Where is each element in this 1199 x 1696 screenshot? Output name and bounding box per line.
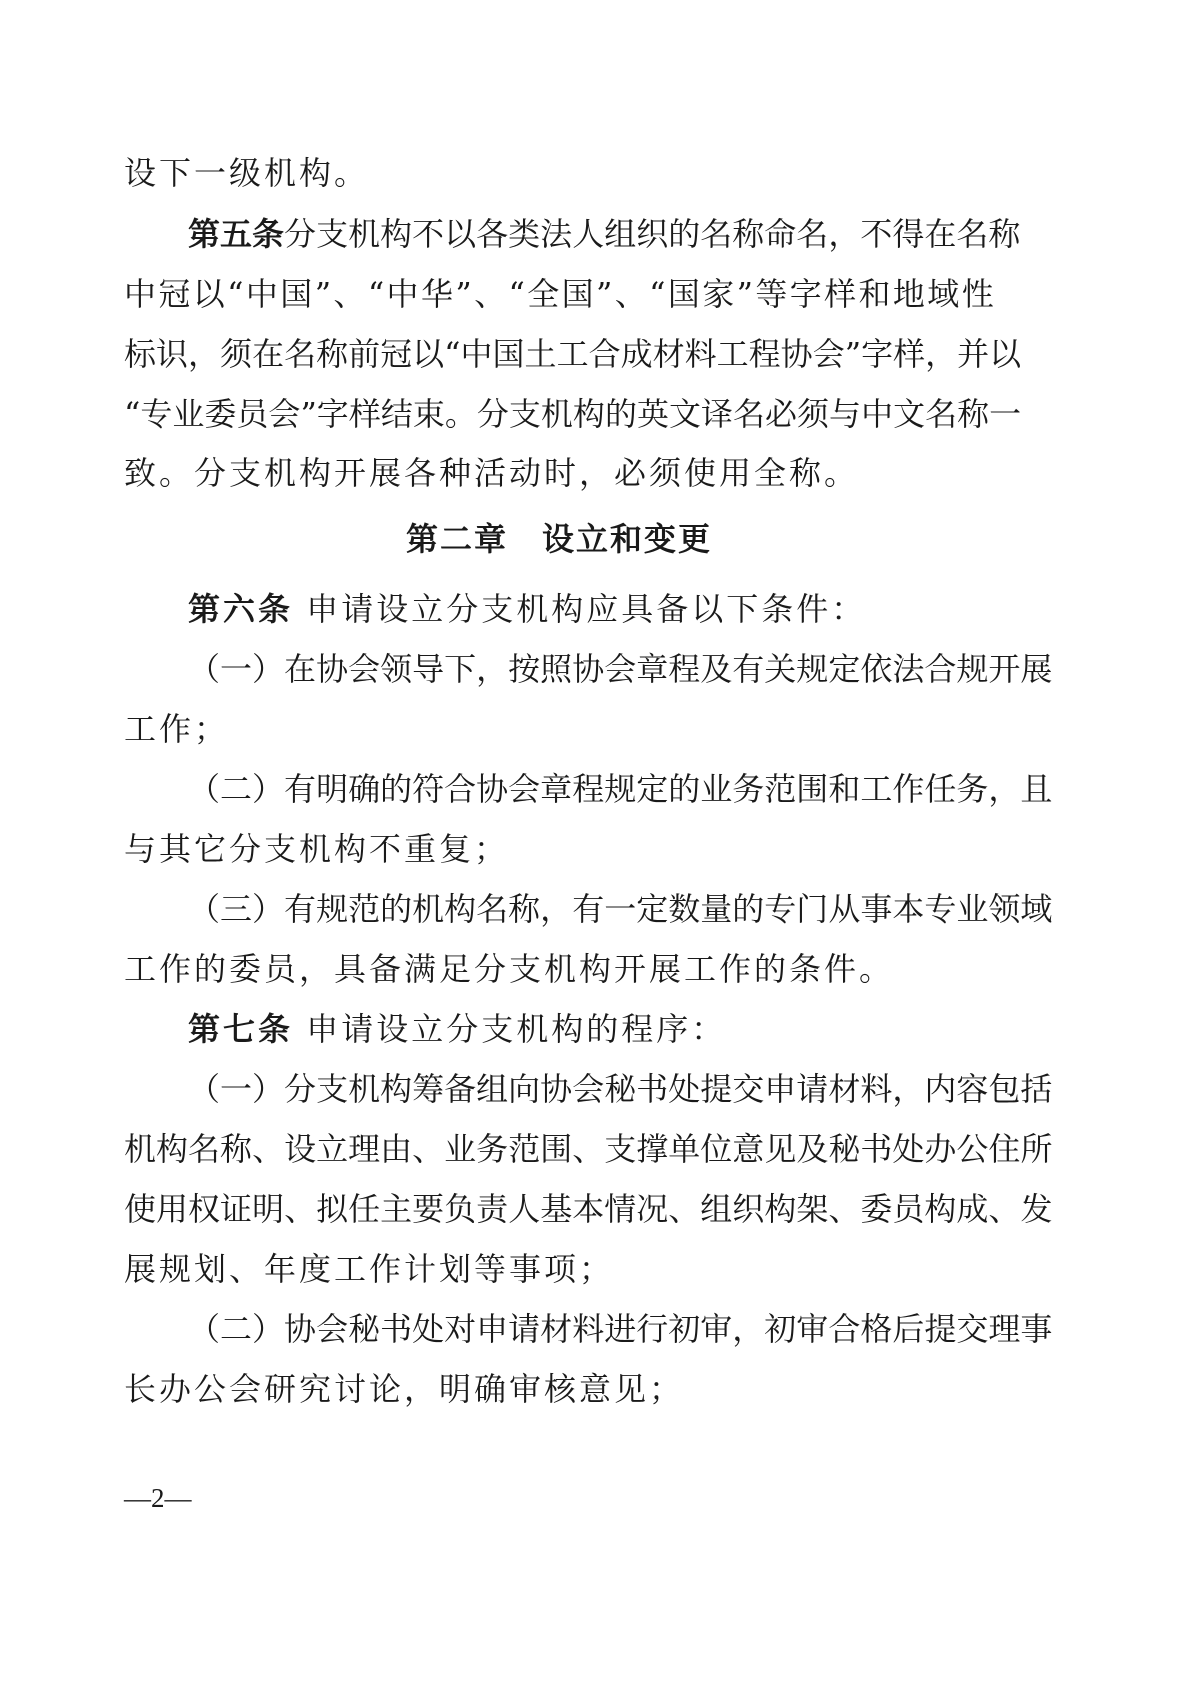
text-segment: 长办公会研究讨论，明确审核意见； <box>124 1370 685 1408</box>
text-segment: 与其它分支机构不重复； <box>124 830 510 868</box>
text-segment: 工作的委员，具备满足分支机构开展工作的条件。 <box>124 950 895 988</box>
text-line: 机 构 名 称 、 设 立 理 由 、 业 务 范 围 、 支 撑 单 位 意 见 及 秘 书 处 办 公 住 所 <box>124 1130 1053 1168</box>
text-line <box>124 1369 684 1409</box>
text-segment: 设下一级机构。 <box>124 154 370 192</box>
text-line <box>124 949 894 989</box>
text-segment: 工作； <box>124 710 230 748</box>
page-number: —2— <box>124 1483 192 1513</box>
text-segment: 展规划、年度工作计划等事项； <box>124 1250 615 1288</box>
text-line: 第 五 条 分 支 机 构 不 以 各 类 法 人 组 织 的 名 称 命 名 ， 不 得 在 名 称 <box>188 215 1021 253</box>
text-line: 标 识 ， 须 在 名 称 前 冠 以 “ 中 国 土 工 合 成 材 料 工 程 协 会 ” 字 样 ， 并 以 <box>124 335 1022 373</box>
text-line: （ 三 ） 有 规 范 的 机 构 名 称 ， 有 一 定 数 量 的 专 门 从 事 本 专 业 领 域 <box>188 890 1053 928</box>
text-segment: 申请设立分支机构的程序： <box>293 1010 727 1048</box>
text-line <box>124 709 229 749</box>
text-line: “ 专 业 委 员 会 ” 字 样 结 束 。 分 支 机 构 的 英 文 译 名 必 须 与 中 文 名 称 一 <box>124 395 1022 433</box>
text-line: 使 用 权 证 明 、 拟 任 主 要 负 责 人 基 本 情 况 、 组 织 构 架 、 委 员 构 成 、 发 <box>124 1190 1053 1228</box>
text-line: （ 一 ） 分 支 机 构 筹 备 组 向 协 会 秘 书 处 提 交 申 请 材 料 ， 内 容 包 括 <box>188 1070 1053 1108</box>
article-label: 第七条 <box>188 1010 294 1048</box>
text-line: （ 二 ） 有 明 确 的 符 合 协 会 章 程 规 定 的 业 务 范 围 和 工 作 任 务 ， 且 <box>188 770 1053 808</box>
text-line <box>188 1009 726 1049</box>
text-line: （ 二 ） 协 会 秘 书 处 对 申 请 材 料 进 行 初 审 ， 初 审 合 格 后 提 交 理 事 <box>188 1310 1053 1348</box>
text-line: （ 一 ） 在 协 会 领 导 下 ， 按 照 协 会 章 程 及 有 关 规 定 依 法 合 规 开 展 <box>188 650 1053 688</box>
chapter-heading: 第二章 设立和变更 <box>405 520 712 558</box>
text-segment: 申请设立分支机构应具备以下条件： <box>293 590 867 628</box>
article-label: 第六条 <box>188 590 294 628</box>
text-line <box>188 589 866 629</box>
text-line: 中 冠 以 “ 中 国 ” 、 “ 中 华 ” 、 “ 全 国 ” 、 “ 国 家 ” 等 字 样 和 地 域 性 <box>124 275 994 313</box>
text-line <box>124 453 859 493</box>
text-segment: 致。分支机构开展各种活动时，必须使用全称。 <box>124 454 860 492</box>
text-line <box>124 1249 614 1289</box>
text-line <box>124 829 509 869</box>
text-line <box>124 153 369 193</box>
